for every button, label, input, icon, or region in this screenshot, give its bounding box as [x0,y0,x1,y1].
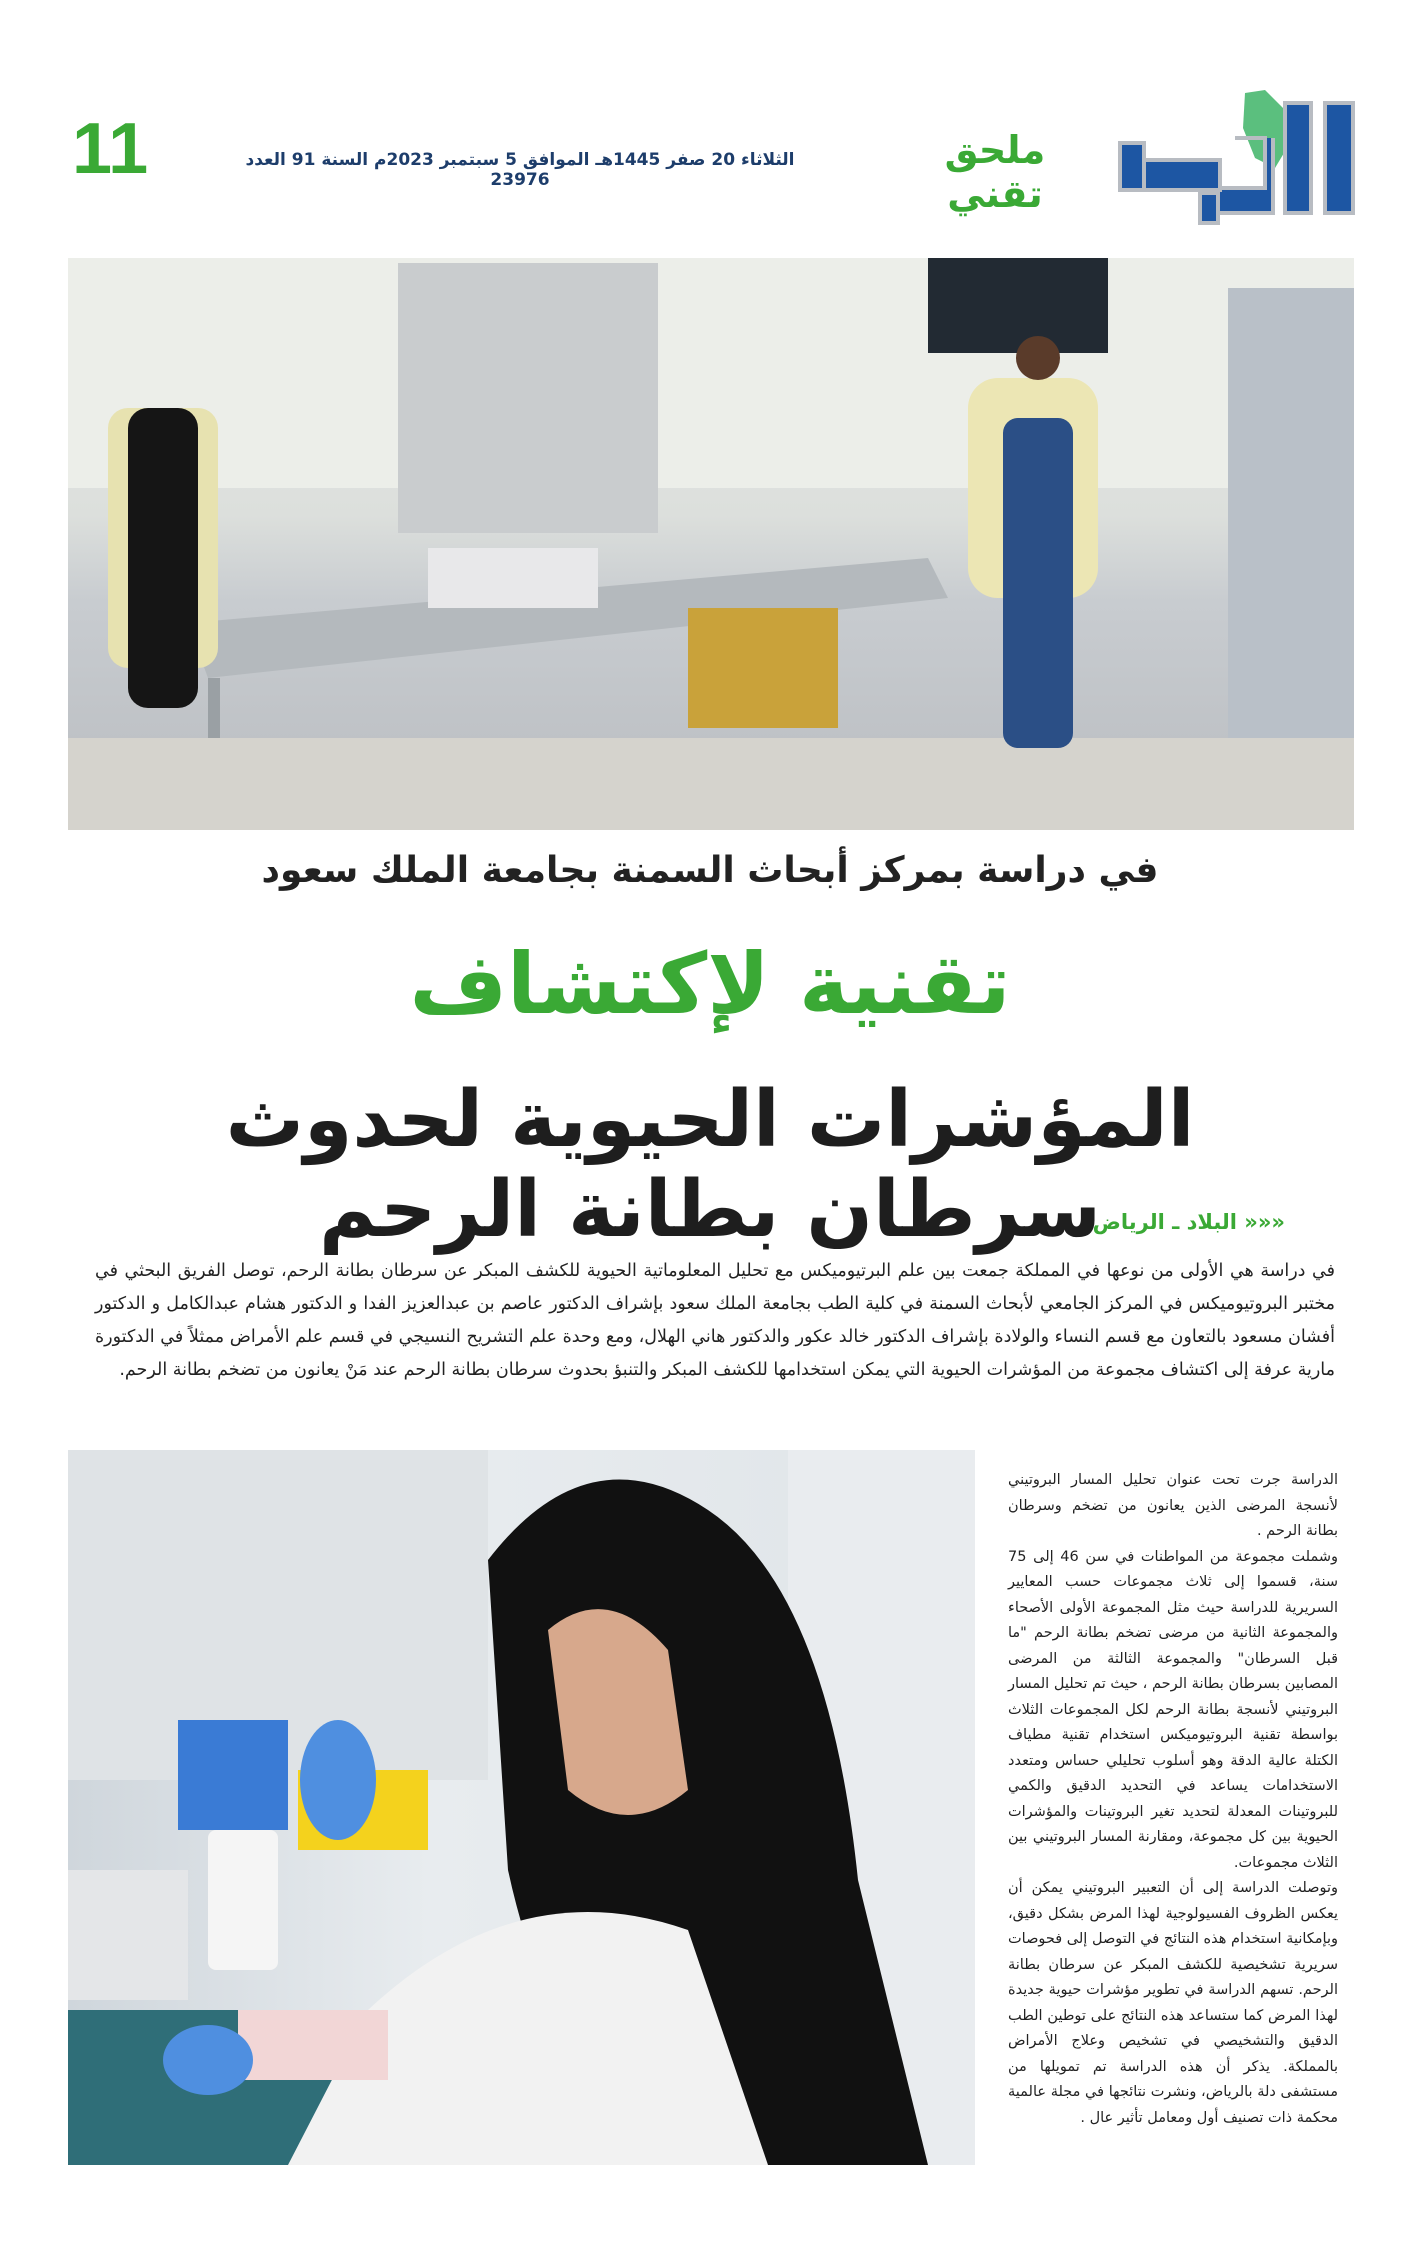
chevrons-icon: ««« [1244,1210,1285,1234]
newspaper-logo [1115,88,1360,228]
article-title: تقنية لإكتشاف [409,935,1011,1033]
lab-photo-researcher [68,1450,975,2165]
side-paragraph: الدراسة جرت تحت عنوان تحليل المسار البروتيني لأنسجة المرضى الذين يعانون من تضخم وسرطان بطانة الرحم . [1008,1472,1338,1539]
byline-text: البلاد ـ الرياض [1092,1210,1237,1234]
article-side-column [1008,1468,1338,2131]
side-paragraph: وشملت مجموعة من المواطنات في سن 46 إلى 75 سنة، قسموا إلى ثلاث مجموعات حسب المعايير السريرية للدراسة حيث مثل المجموعة الأولى الأصحاء والمجموعة الثانية من مرضى تضخم بطانة الرحم "ما قبل السرطان" والمجموعة الثالثة من المرضى المصابين بسرطان بطانة الرحم ، حيث تم تحليل المسار البروتيني لأنسجة بطانة الرحم لكل المجموعات الثلاث بواسطة تقنية البروتيوميكس استخدام تقنية مطياف الكتلة عالية الدقة وهو أسلوب تحليلي حساس ومتعدد الاستخدامات يساعد في التحديد الدقيق والكمي للبروتينات المعدلة لتحديد تغير البروتينات والمؤشرات الحيوية بين كل مجموعة، ومقارنة المسار البروتيني بين الثلاث مجموعات. [1008,1548,1338,1871]
supplement-label: ملحق تقني [944,128,1046,216]
dateline: الثلاثاء 20 صفر 1445هـ الموافق 5 سبتمبر 2023م السنة 91 العدد 23976 [245,150,795,190]
article-headline: المؤشرات الحيوية لحدوث سرطان بطانة الرحم [225,1075,1195,1255]
article-kicker: في دراسة بمركز أبحاث السمنة بجامعة الملك سعود [261,850,1159,891]
page-number: 11 [72,109,149,189]
side-paragraph: وتوصلت الدراسة إلى أن التعبير البروتيني يمكن أن يعكس الظروف الفسيولوجية لهذا المرض بشكل دقيق، وبإمكانية استخدام هذه النتائج في التوصل إلى فحوصات سريرية تشخيصية للكشف المبكر عن سرطان بطانة الرحم. تسهم الدراسة في تطوير مؤشرات حيوية جديدة لهذا المرض كما ستساعد هذه النتائج على توطين الطب الدقيق والتشخيصي في تشخيص وعلاج الأمراض بالمملكة. يذكر أن هذه الدراسة تم تمويلها من مستشفى دلة بالرياض، ونشرت نتائجها في مجلة عالمية محكمة ذات تصنيف أول ومعامل تأثير عال . [1008,1880,1338,2126]
byline [1093,1210,1285,1234]
lab-photo-top [68,258,1354,830]
researcher-image [68,1450,975,2165]
logo-graphic [1115,88,1360,228]
article-lead-paragraph: في دراسة هي الأولى من نوعها في المملكة جمعت بين علم البرتيوميكس مع تحليل المعلوماتية الحيوية للكشف المبكر عن سرطان بطانة الرحم، توصل الفريق البحثي في مختبر البروتيوميكس في المركز الجامعي لأبحاث السمنة في كلية الطب بجامعة الملك سعود بإشراف الدكتور عاصم بن عبدالعزيز الفدا و الدكتور هشام عبدالكامل و الدكتور أفشان مسعود بالتعاون مع قسم النساء والولادة بإشراف الدكتور خالد عكور والدكتور هاني الهلال، ومع وحدة علم التشريح النسيجي في قسم علم الأمراض ممثلاً في الدكتورة مارية عرفة إلى اكتشاف مجموعة من المؤشرات الحيوية التي يمكن استخدامها للكشف المبكر والتنبؤ بحدوث سرطان بطانة الرحم عند مَنْ يعانون من تضخم بطانة الرحم. [95,1261,1335,1380]
lab-scene-image [68,258,1354,830]
